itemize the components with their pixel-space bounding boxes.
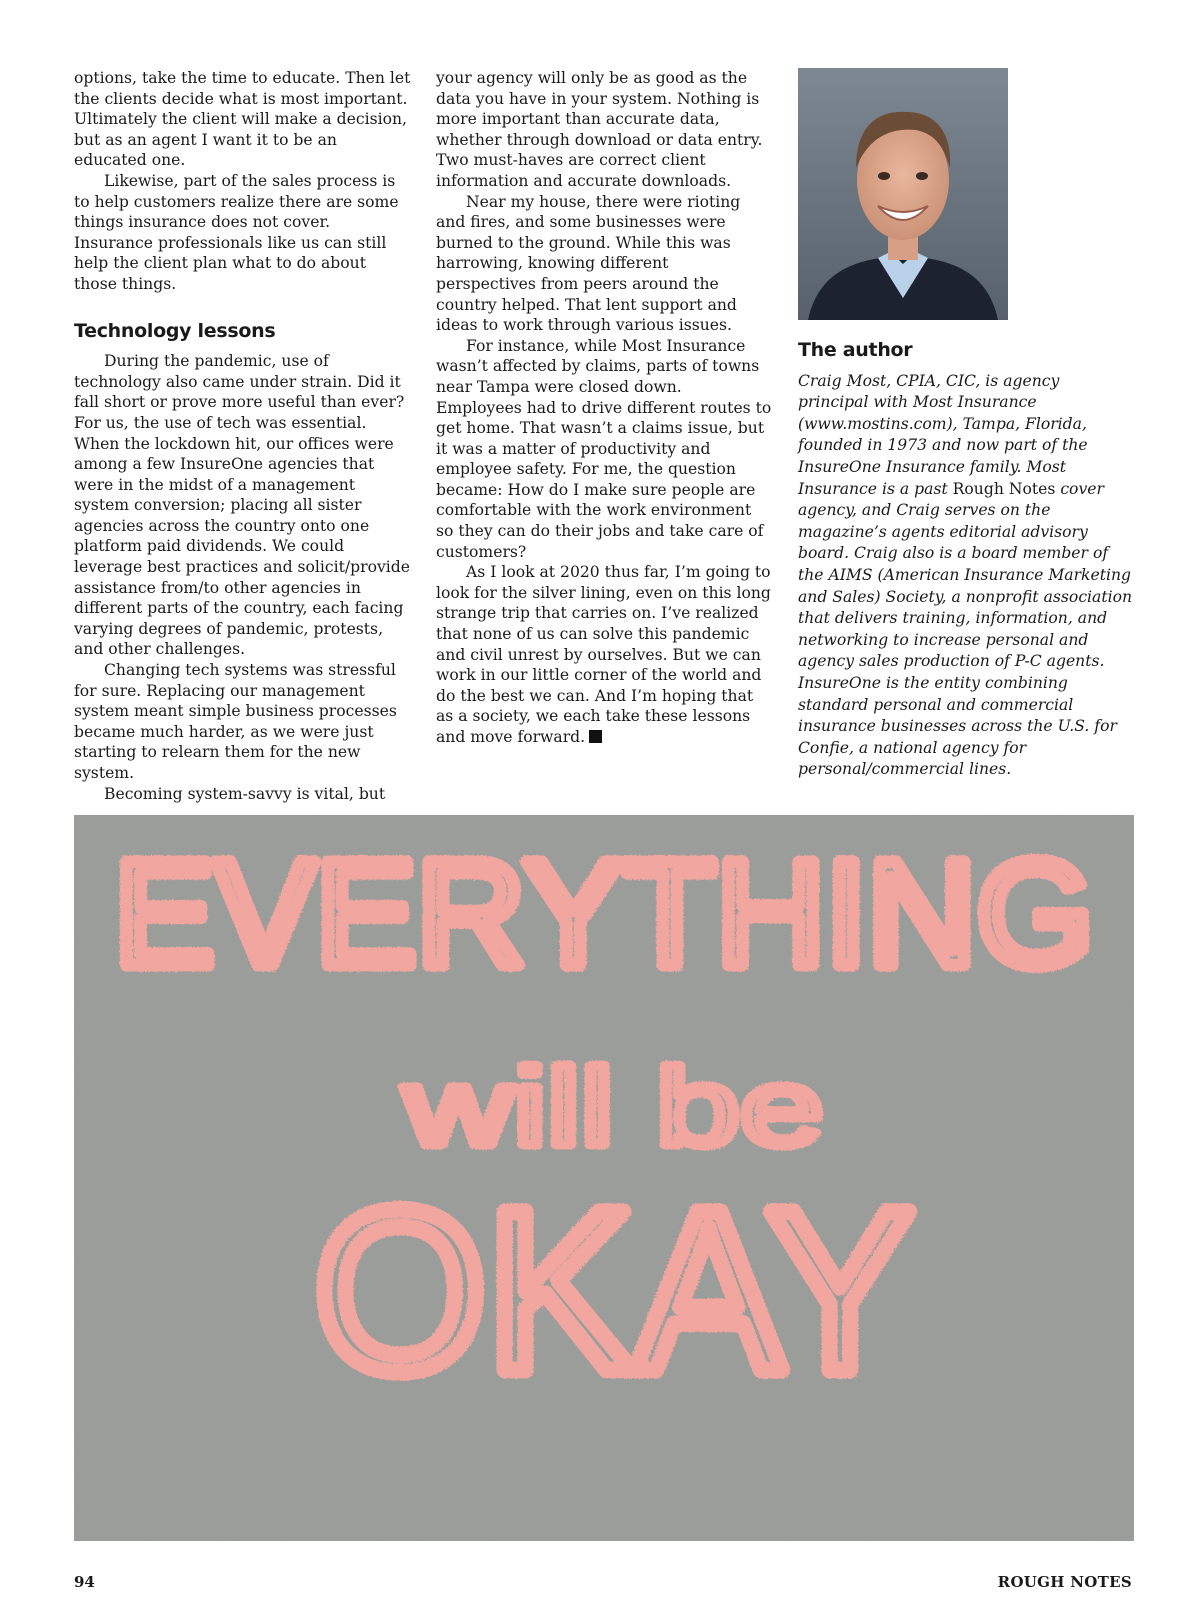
chalk-message-photo [74, 815, 1134, 1541]
article-column-2 [436, 68, 772, 748]
chalk-text-line-1: EVERYTHING [114, 829, 1094, 997]
author-heading: The author [798, 339, 913, 361]
paragraph: Becoming system-savvy is vital, but [104, 784, 386, 803]
paragraph: Near my house, there were rioting and fires, and some businesses were burned to the ground. While this was harrowing, knowing different perspectives from peers around the country helped. That lent support and ideas to work through various issues. [436, 192, 741, 335]
author-bio-text: cover agency, and Craig serves on the magazine’s agents editorial advisory board. Craig also is a board member of the AIMS (American Insurance Marketing and Sales) Society, a nonprofit association that delivers training, information, and networking to increase personal and agency sales production of P-C agents. InsureOne is the entity combining standard personal and commercial insurance businesses across the U.S. for Confie, a national agency for personal/commercial lines. [798, 479, 1133, 779]
author-bio [798, 371, 1134, 781]
paragraph: your agency will only be as good as the data you have in your system. Nothing is more important than accurate data, whether through download or data entry. Two must-haves are correct client information and accurate downloads. [436, 69, 763, 190]
paragraph: During the pandemic, use of technology also came under strain. Did it fall short or prove more useful than ever? For us, the use of tech was essential. When the lockdown hit, our offices were among a few InsureOne agencies that were in the midst of a management system conversion; placing all sister agencies across the country onto one platform paid dividends. We could leverage best practices and solicit/provide assistance from/to other agencies in different parts of the country, each facing varying degrees of pandemic, protests, and other challenges. [74, 352, 410, 659]
chalk-text-line-3: OKAY [314, 1162, 914, 1419]
author-bio-text: Craig Most, CPIA, CIC, is agency principal with Most Insurance (www.mostins.com), Tampa, Florida, founded in 1973 and now part of the InsureOne Insurance family. Most Insurance is a past [798, 371, 1088, 498]
publication-footer: ROUGH NOTES [997, 1573, 1132, 1591]
author-sidebar [798, 68, 1134, 781]
paragraph-text: As I look at 2020 thus far, I’m going to look for the silver lining, even on this long strange trip that carries on. I’ve realized that none of us can solve this pandemic and civil unrest by ourselves. But we can work in our little corner of the world and do the best we can. And I’m hoping that as a society, we each take these lessons and move forward. [436, 563, 771, 746]
author-portrait [798, 68, 1008, 320]
paragraph: For instance, while Most Insurance wasn’t affected by claims, parts of towns near Tampa were closed down. Employees had to drive different routes to get home. That wasn’t a claims issue, but it was a matter of productivity and employee safety. For me, the question became: How do I make sure people are comfortable with the work environment so they can do their jobs and take care of customers? [436, 336, 772, 561]
chalk-text-line-2: will be [402, 1046, 824, 1169]
paragraph: Changing tech systems was stressful for sure. Replacing our management system meant simple business processes became much harder, as we were just starting to relearn them for the new system. [74, 661, 397, 782]
article-column-1 [74, 68, 412, 804]
publication-name: Rough Notes [952, 479, 1056, 498]
paragraph: Likewise, part of the sales process is to help customers realize there are some things insurance does not cover. Insurance professionals like us can still help the client plan what to do about those things. [74, 171, 399, 293]
section-heading: Technology lessons [74, 319, 276, 342]
paragraph: options, take the time to educate. Then let the clients decide what is most important. Ultimately the client will make a decision, but as an agent I want it to be an educated one. [74, 69, 411, 170]
page-number: 94 [74, 1573, 95, 1591]
paragraph [436, 562, 772, 747]
end-of-article-mark [589, 730, 602, 743]
